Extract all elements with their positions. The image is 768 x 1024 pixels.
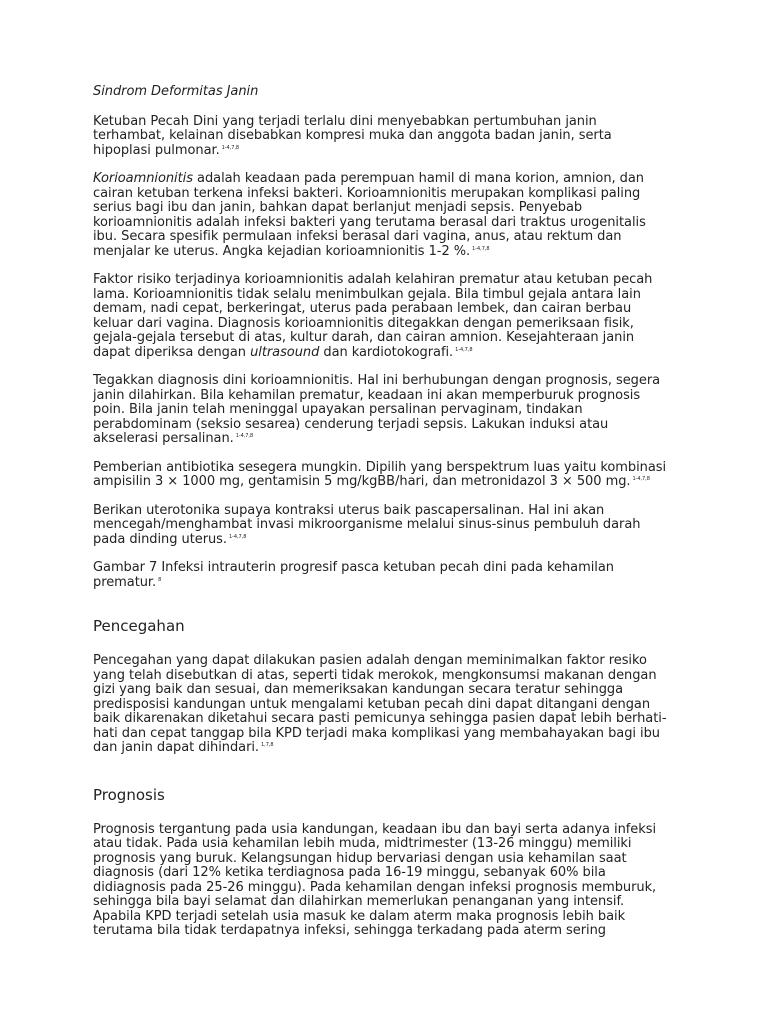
paragraph-prevention xyxy=(93,654,668,756)
reference-marker: 1,7,8 xyxy=(261,742,274,748)
paragraph-early-diagnosis xyxy=(93,374,668,447)
paragraph-fetal-deformity xyxy=(93,115,668,159)
figure-caption xyxy=(93,561,668,590)
paragraph-uterotonics xyxy=(93,504,668,548)
paragraph-prognosis xyxy=(93,823,668,939)
paragraph-text: Berikan uterotonika supaya kontraksi uterus baik pascapersalinan. Hal ini akan mencegah/menghambat invasi mikroorganisme melalui sinus-sinus pembuluh darah pada dinding uterus. xyxy=(93,502,641,547)
caption-text: Gambar 7 Infeksi intrauterin progresif pasca ketuban pecah dini pada kehamilan prematur. xyxy=(93,560,614,590)
paragraph-text: Faktor risiko terjadinya korioamnionitis adalah kelahiran prematur atau ketuban pecah lama. Korioamnionitis tidak selalu menimbulkan gejala. Bila timbul gejala antara lain demam, nadi cepat, berkeringat, uterus pada perabaan lembek, dan cairan berbau keluar dari vagina. Diagnosis korioamnionitis ditegakkan dengan pemeriksaan fisik, gejala-gejala tersebut di atas, kultur darah, dan cairan amnion. Kesejahteraan janin dapat diperiksa dengan xyxy=(93,272,653,360)
paragraph-text: dan kardiotokografi. xyxy=(319,344,454,360)
reference-marker: 1-4,7,8 xyxy=(235,433,254,439)
paragraph-text: Prognosis tergantung pada usia kandungan, keadaan ibu dan bayi serta adanya infeksi atau tidak. Pada usia kehamilan lebih muda, midtrimester (13-26 minggu) memiliki prognosis yang buruk. Kelangsungan hidup bervariasi dengan usia kehamilan saat diagnosis (dari 12% ketika terdiagnosa pada 16-19 minggu, sebanyak 60% bila didiagnosis pada 25-26 minggu). Pada kehamilan dengan infeksi prognosis memburuk, sehingga bila bayi selamat dan dilahirkan memerlukan penanganan yang intensif. Apabila KPD terjadi setelah usia masuk ke dalam aterm maka prognosis lebih baik terutama bila tidak terdapatnya infeksi, sehingga terkadang pada aterm sering xyxy=(93,821,657,938)
reference-marker: 1-4,7,8 xyxy=(228,533,247,540)
paragraph-text: Tegakkan diagnosis dini korioamnionitis. Hal ini berhubungan dengan prognosis, segera janin dilahirkan. Bila kehamilan prematur, keadaan ini akan memperburuk prognosis poin. Bila janin telah meninggal upayakan persalinan pervaginam, tindakan perabdominam (seksio sesarea) cenderung terjadi sepsis. Lakukan induksi atau akselerasi persalinan. xyxy=(93,373,661,446)
paragraph-text: adalah keadaan pada perempuan hamil di mana korion, amnion, dan cairan ketuban terkena infeksi bakteri. Korioamnionitis merupakan komplikasi paling serius bagi ibu dan janin, bahkan dapat berlanjut menjadi sepsis. Penyebab korioamnionitis adalah infeksi bakteri yang terutama berasal dari traktus urogenitalis ibu. Secara spesifik permulaan infeksi berasal dari vagina, anus, atau rektum dan menjalar ke uterus. Angka kejadian korioamnionitis 1-2 %. xyxy=(93,171,646,259)
heading-prognosis: Prognosis xyxy=(93,785,165,804)
reference-marker: 1-4,7,8 xyxy=(632,476,650,482)
section-title: Sindrom Deformitas Janin xyxy=(93,84,259,99)
paragraph-antibiotics xyxy=(93,461,668,490)
reference-marker: 8 xyxy=(158,576,162,583)
reference-marker: 1-4,7,8 xyxy=(472,245,490,252)
italic-term: ultrasound xyxy=(250,344,320,360)
paragraph-risk-factors xyxy=(93,273,668,360)
paragraph-chorioamnionitis xyxy=(93,172,668,259)
paragraph-text: Pemberian antibiotika sesegera mungkin. Dipilih yang berspektrum luas yaitu kombinasi ampisilin 3 × 1000 mg, gentamisin 5 mg/kgBB/hari, dan metronidazol 3 × 500 mg. xyxy=(93,459,667,489)
reference-marker: 1-4,7,8 xyxy=(455,346,473,353)
paragraph-text: Pencegahan yang dapat dilakukan pasien adalah dengan meminimalkan faktor resiko yang telah disebutkan di atas, seperti tidak merokok, mengkonsumsi makanan dengan gizi yang baik dan sesuai, dan memeriksakan kandungan secara teratur sehingga predisposisi kandungan untuk mengalami ketuban pecah dini dapat ditangani dengan baik dikarenakan diketahui secara pasti pemicunya sehingga pasien dapat lebih berhati-hati dan cepat tanggap bila KPD terjadi maka komplikasi yang membahayakan bagi ibu dan janin dapat dihindari. xyxy=(93,653,667,755)
paragraph-text: Ketuban Pecah Dini yang terjadi terlalu dini menyebabkan pertumbuhan janin terhambat, kelainan disebabkan kompresi muka dan anggota badan janin, serta hipoplasi pulmonar. xyxy=(93,113,612,158)
reference-marker: 1-4,7,8 xyxy=(221,144,240,151)
italic-term: Korioamnionitis xyxy=(93,171,193,186)
heading-prevention: Pencegahan xyxy=(93,617,185,635)
